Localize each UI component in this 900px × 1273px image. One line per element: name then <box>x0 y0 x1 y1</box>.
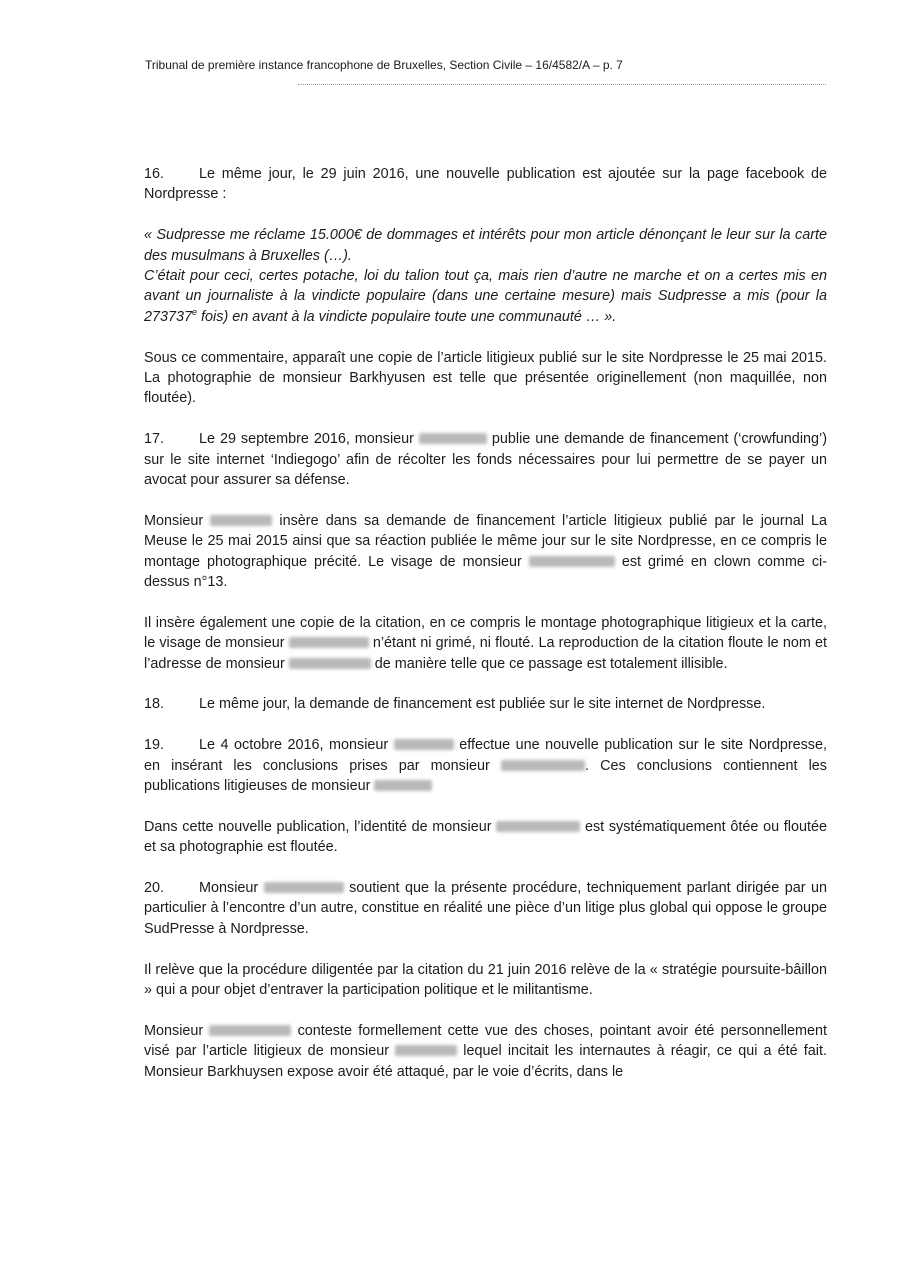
paragraph-text-c: . Ces conclusions contiennent les publications litigieuses de monsieur <box>144 757 828 795</box>
redacted-name <box>210 515 272 526</box>
paragraph-text-a: Dans cette nouvelle publication, l’identité de monsieur <box>144 818 492 835</box>
paragraph-number: 18. <box>144 696 165 713</box>
quote-line-1 <box>144 225 827 266</box>
redacted-name <box>374 780 432 791</box>
paragraph-text-b: soutient que la présente procédure, techniquement parlant dirigée par un particulier à l’encontre d’un autre, constitue en réalité une pièce d’un litige plus global qui oppose le groupe SudPresse à Nordpresse. <box>144 880 827 937</box>
paragraph-20 <box>144 878 827 939</box>
quote-text-2b: fois) en avant à la vindicte populaire toute une communauté … ». <box>197 308 617 325</box>
paragraph-number: 19. <box>144 737 165 754</box>
redacted-name <box>209 1025 291 1036</box>
paragraph-text: Le même jour, la demande de financement est publiée sur le site internet de Nordpresse. <box>199 696 766 713</box>
quote-line-2 <box>144 266 827 327</box>
paragraph-text-c: est grimé en clown comme ci-dessus n°13. <box>144 553 828 591</box>
quote-text-1: « Sudpresse me réclame 15.000€ de dommages et intérêts pour mon article dénonçant le leur sur la carte des musulmans à Bruxelles (…). <box>144 227 827 264</box>
paragraph-19b <box>144 817 827 858</box>
redacted-name <box>264 882 344 893</box>
quote-text-2a: C’était pour ceci, certes potache, loi du talion tout ça, mais rien d’autre ne marche et on a certes mis en avant un journaliste à la vindicte populaire (dans une certaine mesure) mais Sudpresse a mis (pour la 273737 <box>144 268 827 325</box>
paragraph-text-b: conteste formellement cette vue des choses, pointant avoir été personnellement visé par l’article litigieux de monsieur <box>144 1022 827 1060</box>
paragraph-text-b: effectue une nouvelle publication sur le site Nordpresse, en insérant les conclusions prises par monsieur <box>144 737 828 774</box>
paragraph-17b <box>144 511 827 593</box>
paragraph-text-a: Il insère également une copie de la citation, en ce compris le montage photographique litigieux et la carte, le visage de monsieur <box>144 614 827 652</box>
paragraph-text-c: de manière telle que ce passage est totalement illisible. <box>374 655 728 672</box>
paragraph-20b: Il relève que la procédure diligentée par la citation du 21 juin 2016 relève de la « stratégie poursuite-bâillon » qui a pour objet d’entraver la participation politique et le militantisme. <box>144 961 827 999</box>
paragraph-20c <box>144 1021 827 1082</box>
page-header: Tribunal de première instance francophone de Bruxelles, Section Civile – 16/4582/A – p. 7 <box>145 58 623 72</box>
paragraph-text-b: est systématiquement ôtée ou floutée et sa photographie est floutée. <box>144 818 827 856</box>
redacted-name <box>394 739 454 750</box>
paragraph-17c <box>144 613 827 674</box>
paragraph-text-b: n’étant ni grimé, ni flouté. La reproduction de la citation floute le nom et l’adresse de monsieur <box>144 635 827 672</box>
paragraph-16b: Sous ce commentaire, apparaît une copie de l’article litigieux publié sur le site Nordpresse le 25 mai 2015. La photographie de monsieur Barkhyusen est telle que présentée originellement (non maquillée, non floutée). <box>144 349 827 407</box>
redacted-name <box>501 760 585 771</box>
redacted-name <box>496 821 580 832</box>
paragraph-19 <box>144 735 827 796</box>
redacted-name <box>289 637 369 648</box>
redacted-name <box>419 433 487 444</box>
redacted-name <box>395 1045 457 1056</box>
paragraph-number: 16. <box>144 166 165 182</box>
header-rule <box>298 84 826 85</box>
paragraph-text-a: Le 4 octobre 2016, monsieur <box>199 737 389 754</box>
paragraph-16 <box>144 164 827 205</box>
redacted-name <box>289 658 371 669</box>
paragraph-number: 17. <box>144 431 165 448</box>
paragraph-text-a: Monsieur <box>144 1022 204 1039</box>
paragraph-text-b: publie une demande de financement (‘crowfunding’) sur le site internet ‘Indiegogo’ afin de récolter les fonds nécessaires pour lui permettre de se payer un avocat pour assurer sa défense. <box>144 431 828 489</box>
quote-superscript: e <box>192 307 198 318</box>
redacted-name <box>529 556 615 567</box>
paragraph-17 <box>144 429 827 490</box>
paragraph-18 <box>144 694 827 714</box>
paragraph-text-a: Monsieur <box>199 880 259 897</box>
paragraph-text-a: Le 29 septembre 2016, monsieur <box>199 431 414 448</box>
document-body <box>144 164 827 1103</box>
paragraph-text: Le même jour, le 29 juin 2016, une nouvelle publication est ajoutée sur la page facebook de Nordpresse : <box>144 166 827 203</box>
paragraph-text-c: lequel incitait les internautes à réagir, ce qui a été fait. Monsieur Barkhuysen expose avoir été attaqué, par le voie d’écrits, dans le <box>144 1043 828 1080</box>
paragraph-text-b: insère dans sa demande de financement l’article litigieux publié par le journal La Meuse le 25 mai 2015 ainsi que sa réaction publiée le même jour sur le site Nordpresse, en ce compris le montage photographique précité. Le visage de monsieur <box>144 512 828 570</box>
paragraph-number: 20. <box>144 880 165 897</box>
paragraph-text-a: Monsieur <box>144 512 204 529</box>
